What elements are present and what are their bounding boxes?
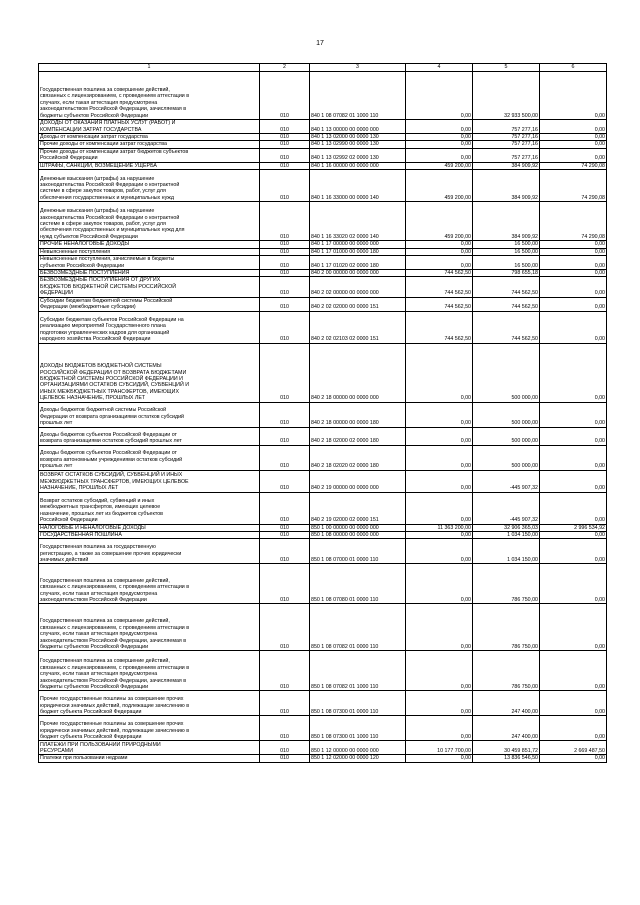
row-value-col5-cell: 13 836 546,50 [473, 755, 540, 762]
table-row [39, 524, 607, 531]
row-line-code-cell: 010 [260, 134, 310, 141]
table-row [39, 402, 607, 427]
row-budget-code-cell: 850 1 00 00000 00 0000 000 [310, 524, 406, 531]
row-line-code-cell: 010 [260, 162, 310, 169]
row-line-code-cell: 010 [260, 311, 310, 343]
row-value-col4-cell: 0,00 [406, 470, 473, 492]
row-line-code-cell: 010 [260, 343, 310, 402]
row-budget-code-cell: 840 2 02 02103 02 0000 151 [310, 311, 406, 343]
row-value-col5-cell: 16 500,00 [473, 248, 540, 255]
row-name-cell: ДОХОДЫ ОТ ОКАЗАНИЯ ПЛАТНЫХ УСЛУГ (РАБОТ) И КОМПЕНСАЦИИ ЗАТРАТ ГОСУДАРСТВА [39, 120, 260, 134]
table-row [39, 277, 607, 297]
row-value-col5-cell: 384 909,92 [473, 162, 540, 169]
row-budget-code-cell: 850 1 12 02000 00 0000 120 [310, 755, 406, 762]
row-value-col6-cell: 0,00 [540, 241, 607, 248]
column-header: 3 [310, 64, 406, 72]
row-value-col4-cell: 459 200,00 [406, 162, 473, 169]
row-line-code-cell: 010 [260, 755, 310, 762]
row-value-col5-cell: 744 562,50 [473, 311, 540, 343]
row-line-code-cell: 010 [260, 741, 310, 755]
row-budget-code-cell: 840 2 18 00000 00 0000 000 [310, 343, 406, 402]
table-row [39, 72, 607, 120]
row-name-cell: Платежи при пользовании недрами [39, 755, 260, 762]
row-value-col5-cell: 786 750,00 [473, 604, 540, 651]
column-header: 5 [473, 64, 540, 72]
row-budget-code-cell: 840 1 13 02990 00 0000 130 [310, 141, 406, 148]
row-value-col5-cell: 798 655,18 [473, 270, 540, 277]
row-line-code-cell: 010 [260, 148, 310, 162]
row-value-col5-cell: 757 277,16 [473, 120, 540, 134]
row-name-cell: ПРОЧИЕ НЕНАЛОГОВЫЕ ДОХОДЫ [39, 241, 260, 248]
row-budget-code-cell: 840 2 00 00000 00 0000 000 [310, 270, 406, 277]
row-value-col6-cell: 0,00 [540, 532, 607, 539]
table-row [39, 256, 607, 270]
row-value-col6-cell: 2 669 487,50 [540, 741, 607, 755]
table-row [39, 532, 607, 539]
row-budget-code-cell: 840 1 08 07082 01 1000 110 [310, 72, 406, 120]
row-budget-code-cell: 840 2 02 02000 00 0000 151 [310, 297, 406, 311]
row-name-cell: ПЛАТЕЖИ ПРИ ПОЛЬЗОВАНИИ ПРИРОДНЫМИ РЕСУРСАМИ [39, 741, 260, 755]
row-name-cell: Государственная пошлина за совершение действий, связанных с лицензированием, с проведением аттестации в случаях, если такая аттестация предусмотрена законодательством Российской Федерации [39, 564, 260, 604]
table-row [39, 120, 607, 134]
row-value-col4-cell: 0,00 [406, 241, 473, 248]
row-budget-code-cell: 850 1 08 07080 01 0000 110 [310, 564, 406, 604]
row-value-col4-cell: 0,00 [406, 716, 473, 741]
row-line-code-cell: 010 [260, 532, 310, 539]
row-line-code-cell: 010 [260, 256, 310, 270]
row-value-col5-cell: 500 000,00 [473, 343, 540, 402]
row-value-col6-cell: 0,00 [540, 248, 607, 255]
row-value-col6-cell: 74 290,08 [540, 170, 607, 202]
row-value-col5-cell: 32 933 500,00 [473, 72, 540, 120]
row-value-col6-cell: 0,00 [540, 539, 607, 564]
row-value-col5-cell: 757 277,16 [473, 141, 540, 148]
row-budget-code-cell: 840 2 19 00000 00 0000 000 [310, 470, 406, 492]
row-name-cell: Возврат остатков субсидий, субвенций и иных межбюджетных трансфертов, имеющих целевое назначение, прошлых лет из бюджетов субъектов Российской Федерации [39, 492, 260, 524]
row-line-code-cell: 010 [260, 241, 310, 248]
row-value-col5-cell: 744 562,50 [473, 297, 540, 311]
row-line-code-cell: 010 [260, 445, 310, 470]
row-name-cell: Доходы от компенсации затрат государства [39, 134, 260, 141]
row-value-col6-cell: 0,00 [540, 651, 607, 691]
row-value-col4-cell: 0,00 [406, 141, 473, 148]
column-header: 1 [39, 64, 260, 72]
row-value-col4-cell: 0,00 [406, 72, 473, 120]
row-value-col6-cell: 0,00 [540, 256, 607, 270]
table-row [39, 604, 607, 651]
row-value-col5-cell: -445 907,32 [473, 470, 540, 492]
table-row [39, 148, 607, 162]
page-number: 17 [316, 40, 324, 47]
row-value-col5-cell: 786 750,00 [473, 651, 540, 691]
row-value-col5-cell: 384 909,92 [473, 170, 540, 202]
row-name-cell: Прочие доходы от компенсации затрат бюджетов субъектов Российской Федерации [39, 148, 260, 162]
row-budget-code-cell: 840 2 18 02020 02 0000 180 [310, 445, 406, 470]
row-value-col6-cell: 74 290,08 [540, 162, 607, 169]
row-name-cell: Прочие государственные пошлины за совершение прочих юридически значимых действий, подлежащие зачислению в бюджет субъекта Российской Федерации [39, 716, 260, 741]
row-budget-code-cell: 850 1 08 07082 01 1000 110 [310, 651, 406, 691]
row-value-col4-cell: 11 363 200,00 [406, 524, 473, 531]
row-value-col4-cell: 744 562,50 [406, 297, 473, 311]
table-row [39, 445, 607, 470]
row-budget-code-cell: 840 2 18 00000 00 0000 180 [310, 402, 406, 427]
row-line-code-cell: 010 [260, 202, 310, 241]
row-value-col5-cell: 786 750,00 [473, 564, 540, 604]
row-line-code-cell: 010 [260, 170, 310, 202]
row-value-col6-cell: 0,00 [540, 120, 607, 134]
row-name-cell: Государственная пошлина за совершение действий, связанных с лицензированием, с проведением аттестации в случаях, если такая аттестация предусмотрена законодательством Российской Федерации, зачисляемая в бюджеты субъектов Российской Федерации [39, 651, 260, 691]
table-row [39, 741, 607, 755]
row-line-code-cell: 010 [260, 297, 310, 311]
table-row [39, 716, 607, 741]
table-row [39, 427, 607, 445]
row-line-code-cell: 010 [260, 402, 310, 427]
row-line-code-cell: 010 [260, 427, 310, 445]
table-header-row [39, 64, 607, 72]
row-value-col4-cell: 459 200,00 [406, 202, 473, 241]
row-name-cell: Денежные взыскания (штрафы) за нарушение законодательства Российской Федерации о контрактной системе в сфере закупок товаров, работ, услуг для обеспечения государственных и муниципальных нужд для нужд субъектов Российской Федерации [39, 202, 260, 241]
table-row [39, 651, 607, 691]
row-name-cell: ГОСУДАРСТВЕННАЯ ПОШЛИНА [39, 532, 260, 539]
row-budget-code-cell: 840 1 13 02000 00 0000 130 [310, 134, 406, 141]
row-value-col6-cell: 0,00 [540, 564, 607, 604]
row-line-code-cell: 010 [260, 691, 310, 716]
row-value-col5-cell: 16 500,00 [473, 241, 540, 248]
table-row [39, 755, 607, 762]
row-budget-code-cell: 840 2 19 02000 02 0000 151 [310, 492, 406, 524]
row-value-col6-cell: 0,00 [540, 343, 607, 402]
row-value-col6-cell: 0,00 [540, 297, 607, 311]
column-header: 2 [260, 64, 310, 72]
row-budget-code-cell: 840 1 13 00000 00 0000 000 [310, 120, 406, 134]
row-budget-code-cell: 850 1 08 07000 01 0000 110 [310, 539, 406, 564]
row-value-col4-cell: 0,00 [406, 532, 473, 539]
row-value-col4-cell: 459 200,00 [406, 170, 473, 202]
table-row [39, 564, 607, 604]
row-value-col5-cell: 384 909,92 [473, 202, 540, 241]
row-value-col5-cell: 744 562,50 [473, 277, 540, 297]
row-value-col4-cell: 10 177 700,00 [406, 741, 473, 755]
row-name-cell: Доходы бюджетов субъектов Российской Федерации от возврата организациями остатков субсидий прошлых лет [39, 427, 260, 445]
table-row [39, 241, 607, 248]
row-budget-code-cell: 850 1 08 07082 01 0000 110 [310, 604, 406, 651]
row-value-col4-cell: 744 562,50 [406, 311, 473, 343]
row-line-code-cell: 010 [260, 141, 310, 148]
row-name-cell: Невыясненные поступления, зачисляемые в бюджеты субъектов Российской Федерации [39, 256, 260, 270]
row-name-cell: Прочие доходы от компенсации затрат государства [39, 141, 260, 148]
row-value-col5-cell: 247 400,00 [473, 691, 540, 716]
row-value-col6-cell: 0,00 [540, 755, 607, 762]
row-name-cell: НАЛОГОВЫЕ И НЕНАЛОГОВЫЕ ДОХОДЫ [39, 524, 260, 531]
row-budget-code-cell: 850 1 08 07300 01 0000 110 [310, 691, 406, 716]
row-name-cell: Невыясненные поступления [39, 248, 260, 255]
row-name-cell: Прочие государственные пошлины за совершение прочих юридически значимых действий, подлежащие зачислению в бюджет субъекта Российской Федерации [39, 691, 260, 716]
row-value-col4-cell: 0,00 [406, 427, 473, 445]
row-name-cell: БЕЗВОЗМЕЗДНЫЕ ПОСТУПЛЕНИЯ [39, 270, 260, 277]
row-value-col6-cell: 0,00 [540, 470, 607, 492]
row-value-col4-cell: 0,00 [406, 755, 473, 762]
row-name-cell: Денежные взыскания (штрафы) за нарушение законодательства Российской Федерации о контрактной системе в сфере закупок товаров, работ, услуг для обеспечения государственных и муниципальных нужд [39, 170, 260, 202]
row-value-col4-cell: 0,00 [406, 564, 473, 604]
row-budget-code-cell: 840 1 17 00000 00 0000 000 [310, 241, 406, 248]
row-value-col5-cell: 1 034 150,00 [473, 532, 540, 539]
row-value-col6-cell: 0,00 [540, 141, 607, 148]
row-value-col6-cell: 0,00 [540, 277, 607, 297]
table-row [39, 297, 607, 311]
table-row [39, 492, 607, 524]
row-value-col5-cell: 30 459 851,72 [473, 741, 540, 755]
row-value-col6-cell: 0,00 [540, 134, 607, 141]
row-value-col6-cell: 74 290,08 [540, 202, 607, 241]
row-name-cell: ВОЗВРАТ ОСТАТКОВ СУБСИДИЙ, СУБВЕНЦИЙ И ИНЫХ МЕЖБЮДЖЕТНЫХ ТРАНСФЕРТОВ, ИМЕЮЩИХ ЦЕЛЕВОЕ НАЗНАЧЕНИЕ, ПРОШЛЫХ ЛЕТ [39, 470, 260, 492]
row-budget-code-cell: 840 1 17 01000 00 0000 180 [310, 248, 406, 255]
row-value-col4-cell: 0,00 [406, 256, 473, 270]
row-line-code-cell: 010 [260, 248, 310, 255]
table-row [39, 162, 607, 169]
row-budget-code-cell: 840 1 17 01020 02 0000 180 [310, 256, 406, 270]
row-value-col4-cell: 0,00 [406, 691, 473, 716]
row-name-cell: Субсидии бюджетам бюджетной системы Российской Федерации (межбюджетные субсидии) [39, 297, 260, 311]
row-value-col5-cell: 500 000,00 [473, 402, 540, 427]
row-name-cell: Государственная пошлина за совершение действий, связанных с лицензированием, с проведением аттестации в случаях, если такая аттестация предусмотрена законодательством Российской Федерации, зачисляемая в бюджеты субъектов Российской Федерации [39, 72, 260, 120]
row-name-cell: ДОХОДЫ БЮДЖЕТОВ БЮДЖЕТНОЙ СИСТЕМЫ РОССИЙСКОЙ ФЕДЕРАЦИИ ОТ ВОЗВРАТА БЮДЖЕТАМИ БЮДЖЕТНОЙ СИСТЕМЫ РОССИЙСКОЙ ФЕДЕРАЦИИ И ОРГАНИЗАЦИЯМИ ОСТАТКОВ СУБСИДИЙ, СУБВЕНЦИЙ И ИНЫХ МЕЖБЮДЖЕТНЫХ ТРАНСФЕРТОВ, ИМЕЮЩИХ ЦЕЛЕВОЕ НАЗНАЧЕНИЕ, ПРОШЛЫХ ЛЕТ [39, 343, 260, 402]
table-row [39, 141, 607, 148]
row-budget-code-cell: 850 1 12 00000 00 0000 000 [310, 741, 406, 755]
row-value-col5-cell: 757 277,16 [473, 134, 540, 141]
table-row [39, 343, 607, 402]
row-value-col5-cell: 757 277,16 [473, 148, 540, 162]
row-name-cell: Доходы бюджетов бюджетной системы Российской Федерации от возврата организациями остатков субсидий прошлых лет [39, 402, 260, 427]
row-line-code-cell: 010 [260, 277, 310, 297]
row-value-col4-cell: 0,00 [406, 402, 473, 427]
row-line-code-cell: 010 [260, 524, 310, 531]
row-budget-code-cell: 840 1 16 33000 00 0000 140 [310, 170, 406, 202]
table-row [39, 470, 607, 492]
table-row [39, 270, 607, 277]
row-value-col6-cell: 0,00 [540, 72, 607, 120]
row-value-col6-cell: 0,00 [540, 270, 607, 277]
table-row [39, 248, 607, 255]
row-value-col6-cell: 0,00 [540, 604, 607, 651]
row-value-col4-cell: 0,00 [406, 248, 473, 255]
row-line-code-cell: 010 [260, 492, 310, 524]
row-name-cell: Субсидии бюджетам субъектов Российской Федерации на реализацию мероприятий Государственного плана подготовки управленческих кадров для организаций народного хозяйства Российской Федерации [39, 311, 260, 343]
row-value-col4-cell: 0,00 [406, 134, 473, 141]
row-value-col4-cell: 0,00 [406, 651, 473, 691]
row-name-cell: БЕЗВОЗМЕЗДНЫЕ ПОСТУПЛЕНИЯ ОТ ДРУГИХ БЮДЖЕТОВ БЮДЖЕТНОЙ СИСТЕМЫ РОССИЙСКОЙ ФЕДЕРАЦИИ [39, 277, 260, 297]
revenue-table [38, 63, 607, 763]
row-line-code-cell: 010 [260, 716, 310, 741]
row-value-col4-cell: 0,00 [406, 148, 473, 162]
row-line-code-cell: 010 [260, 72, 310, 120]
row-value-col4-cell: 0,00 [406, 343, 473, 402]
row-budget-code-cell: 840 1 16 00000 00 0000 000 [310, 162, 406, 169]
row-value-col6-cell: 0,00 [540, 716, 607, 741]
row-value-col6-cell: 2 996 534,92 [540, 524, 607, 531]
row-line-code-cell: 010 [260, 120, 310, 134]
row-value-col5-cell: 247 400,00 [473, 716, 540, 741]
row-value-col4-cell: 744 562,50 [406, 277, 473, 297]
row-name-cell: Государственная пошлина за совершение действий, связанных с лицензированием, с проведением аттестации в случаях, если такая аттестация предусмотрена законодательством Российской Федерации, зачисляемая в бюджеты субъектов Российской Федерации [39, 604, 260, 651]
row-name-cell: Доходы бюджетов субъектов Российской Федерации от возврата автономными учреждениями остатков субсидий прошлых лет [39, 445, 260, 470]
row-value-col6-cell: 0,00 [540, 402, 607, 427]
row-line-code-cell: 010 [260, 604, 310, 651]
row-value-col6-cell: 0,00 [540, 691, 607, 716]
row-budget-code-cell: 840 1 16 33020 02 0000 140 [310, 202, 406, 241]
column-header: 4 [406, 64, 473, 72]
table-row [39, 170, 607, 202]
row-value-col4-cell: 0,00 [406, 539, 473, 564]
row-value-col5-cell: 500 000,00 [473, 445, 540, 470]
row-line-code-cell: 010 [260, 470, 310, 492]
column-header: 6 [540, 64, 607, 72]
row-value-col4-cell: 0,00 [406, 604, 473, 651]
table-row [39, 691, 607, 716]
table-row [39, 311, 607, 343]
row-value-col6-cell: 0,00 [540, 427, 607, 445]
table-row [39, 202, 607, 241]
row-value-col5-cell: 16 500,00 [473, 256, 540, 270]
row-value-col5-cell: -445 907,32 [473, 492, 540, 524]
row-budget-code-cell: 850 1 08 07300 01 1000 110 [310, 716, 406, 741]
row-name-cell: ШТРАФЫ, САНКЦИИ, ВОЗМЕЩЕНИЕ УЩЕРБА [39, 162, 260, 169]
row-value-col6-cell: 0,00 [540, 148, 607, 162]
row-value-col6-cell: 0,00 [540, 492, 607, 524]
table-row [39, 134, 607, 141]
row-value-col5-cell: 1 034 150,00 [473, 539, 540, 564]
row-budget-code-cell: 850 1 08 00000 00 0000 000 [310, 532, 406, 539]
row-value-col6-cell: 0,00 [540, 311, 607, 343]
row-budget-code-cell: 840 2 18 02000 02 0000 180 [310, 427, 406, 445]
row-budget-code-cell: 840 1 13 02992 02 0000 130 [310, 148, 406, 162]
row-value-col4-cell: 0,00 [406, 445, 473, 470]
row-value-col4-cell: 0,00 [406, 492, 473, 524]
row-line-code-cell: 010 [260, 651, 310, 691]
row-value-col5-cell: 500 000,00 [473, 427, 540, 445]
row-line-code-cell: 010 [260, 539, 310, 564]
row-name-cell: Государственная пошлина за государственную регистрацию, а также за совершение прочих юридически значимых действий [39, 539, 260, 564]
row-line-code-cell: 010 [260, 270, 310, 277]
row-value-col6-cell: 0,00 [540, 445, 607, 470]
table-row [39, 539, 607, 564]
row-value-col4-cell: 744 562,50 [406, 270, 473, 277]
row-value-col4-cell: 0,00 [406, 120, 473, 134]
row-value-col5-cell: 32 906 365,03 [473, 524, 540, 531]
row-line-code-cell: 010 [260, 564, 310, 604]
row-budget-code-cell: 840 2 02 00000 00 0000 000 [310, 277, 406, 297]
